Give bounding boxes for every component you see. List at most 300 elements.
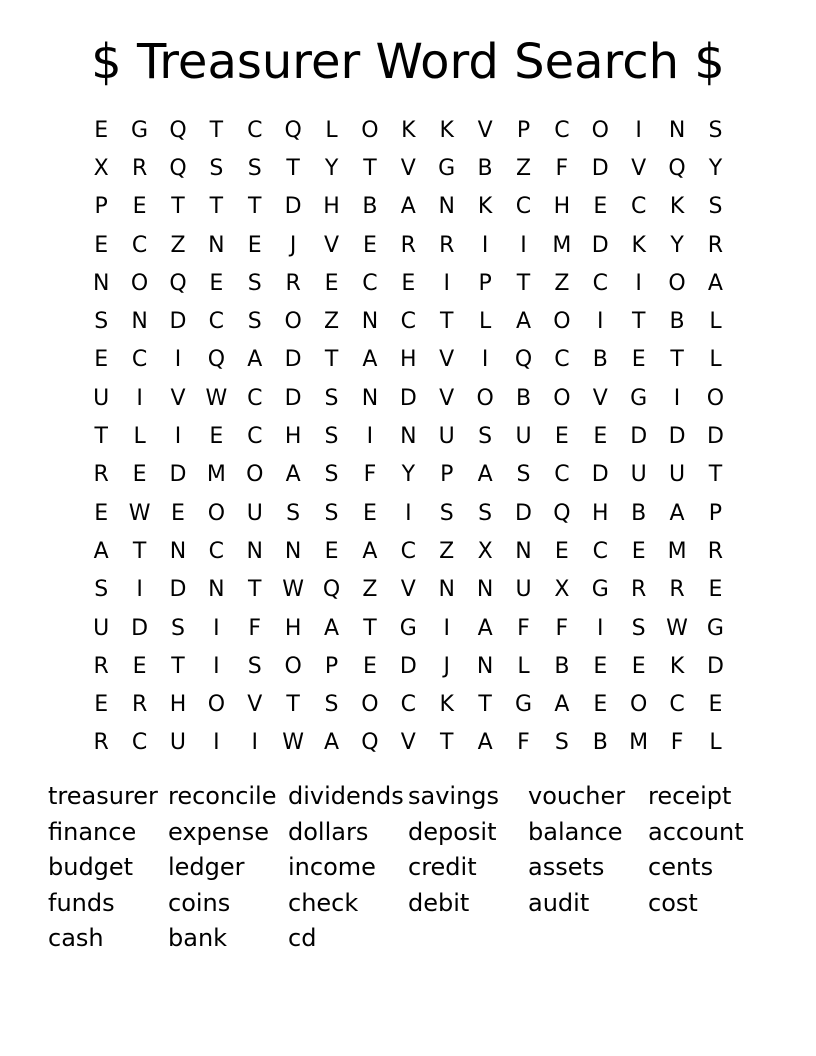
grid-letter[interactable]: C bbox=[247, 385, 263, 411]
grid-letter[interactable]: L bbox=[133, 424, 146, 450]
grid-letter[interactable]: D bbox=[706, 653, 724, 679]
grid-letter[interactable]: R bbox=[439, 232, 455, 258]
grid-letter[interactable]: T bbox=[708, 462, 723, 488]
word-list-item: ledger bbox=[168, 853, 245, 882]
grid-letter[interactable]: Q bbox=[169, 155, 187, 181]
grid-letter[interactable]: Z bbox=[170, 232, 186, 258]
word-list bbox=[48, 779, 768, 957]
grid-letter[interactable]: P bbox=[478, 270, 492, 296]
grid-letter[interactable]: Q bbox=[361, 730, 379, 756]
grid-letter[interactable]: I bbox=[520, 232, 527, 258]
grid-letter[interactable]: R bbox=[400, 232, 416, 258]
grid-letter[interactable]: S bbox=[708, 117, 723, 143]
grid-letter[interactable]: S bbox=[209, 155, 224, 181]
grid-letter[interactable]: B bbox=[515, 385, 532, 411]
grid-letter[interactable]: V bbox=[439, 347, 455, 373]
grid-letter[interactable]: I bbox=[174, 424, 182, 450]
grid-letter[interactable]: E bbox=[94, 347, 109, 373]
grid-letter[interactable]: H bbox=[323, 194, 340, 220]
grid-letter[interactable]: T bbox=[363, 155, 377, 181]
grid-letter[interactable]: W bbox=[282, 730, 305, 756]
grid-letter[interactable]: Y bbox=[670, 232, 684, 258]
grid-letter[interactable]: T bbox=[94, 424, 108, 450]
grid-letter[interactable]: V bbox=[400, 577, 416, 603]
grid-letter[interactable]: Q bbox=[284, 117, 302, 143]
grid-letter[interactable]: C bbox=[554, 347, 570, 373]
word-list-item: budget bbox=[48, 853, 134, 882]
grid-letter[interactable]: O bbox=[553, 385, 571, 411]
grid-letter[interactable]: Z bbox=[362, 577, 378, 603]
grid-letter[interactable]: I bbox=[481, 232, 489, 258]
grid-letter[interactable]: U bbox=[515, 424, 532, 450]
grid-letter[interactable]: A bbox=[477, 730, 493, 756]
grid-letter[interactable]: P bbox=[708, 500, 723, 526]
grid-letter[interactable]: I bbox=[213, 653, 220, 679]
grid-letter[interactable]: N bbox=[246, 538, 263, 564]
grid-letter[interactable]: S bbox=[247, 155, 262, 181]
grid-letter[interactable]: N bbox=[668, 117, 686, 143]
grid-letter[interactable]: S bbox=[170, 615, 185, 641]
grid-letter[interactable]: D bbox=[284, 347, 302, 373]
grid-letter[interactable]: T bbox=[286, 692, 300, 718]
grid-letter[interactable]: A bbox=[707, 270, 723, 296]
grid-letter[interactable]: B bbox=[477, 155, 493, 181]
grid-letter[interactable]: I bbox=[673, 385, 681, 411]
grid-letter[interactable]: T bbox=[171, 653, 185, 679]
grid-letter[interactable]: E bbox=[593, 194, 608, 220]
grid-letter[interactable]: D bbox=[399, 385, 417, 411]
grid-letter[interactable]: I bbox=[597, 309, 604, 335]
grid-letter[interactable]: D bbox=[591, 155, 609, 181]
grid-letter[interactable]: D bbox=[399, 653, 417, 679]
grid-letter[interactable]: Q bbox=[169, 117, 187, 143]
grid-letter[interactable]: N bbox=[400, 424, 417, 450]
grid-letter[interactable]: Y bbox=[324, 155, 339, 181]
grid-letter[interactable]: E bbox=[401, 270, 416, 296]
grid-letter[interactable]: N bbox=[476, 653, 494, 679]
grid-letter[interactable]: D bbox=[668, 424, 686, 450]
grid-letter[interactable]: C bbox=[400, 309, 416, 335]
grid-letter[interactable]: L bbox=[709, 309, 722, 335]
grid-letter[interactable]: D bbox=[591, 462, 609, 488]
grid-letter[interactable]: F bbox=[555, 155, 569, 181]
grid-letter[interactable]: N bbox=[361, 309, 379, 335]
grid-letter[interactable]: I bbox=[635, 117, 642, 143]
grid-letter[interactable]: D bbox=[515, 500, 532, 526]
grid-letter[interactable]: N bbox=[131, 309, 148, 335]
grid-letter[interactable]: F bbox=[517, 730, 530, 756]
grid-letter[interactable]: R bbox=[707, 232, 724, 258]
grid-letter[interactable]: W bbox=[205, 385, 228, 411]
grid-letter[interactable]: V bbox=[400, 155, 416, 181]
grid-letter[interactable]: U bbox=[246, 500, 263, 526]
grid-letter[interactable]: E bbox=[554, 538, 569, 564]
grid-letter[interactable]: V bbox=[477, 117, 493, 143]
grid-letter[interactable]: V bbox=[170, 385, 186, 411]
grid-letter[interactable]: D bbox=[591, 232, 609, 258]
grid-letter[interactable]: O bbox=[630, 692, 648, 718]
grid-letter[interactable]: O bbox=[553, 309, 571, 335]
grid-letter[interactable]: G bbox=[514, 692, 533, 718]
grid-letter[interactable]: H bbox=[592, 500, 609, 526]
grid-letter[interactable]: E bbox=[708, 577, 723, 603]
grid-letter[interactable]: E bbox=[593, 424, 608, 450]
grid-letter[interactable]: R bbox=[93, 462, 109, 488]
grid-letter[interactable]: E bbox=[593, 653, 608, 679]
grid-letter[interactable]: R bbox=[707, 538, 724, 564]
grid-letter[interactable]: T bbox=[286, 155, 300, 181]
grid-letter[interactable]: C bbox=[630, 194, 647, 220]
grid-letter[interactable]: Z bbox=[554, 270, 570, 296]
grid-letter[interactable]: T bbox=[439, 309, 454, 335]
grid-letter[interactable]: C bbox=[554, 462, 570, 488]
grid-letter[interactable]: A bbox=[477, 462, 493, 488]
grid-letter[interactable]: V bbox=[324, 232, 340, 258]
grid-letter[interactable]: L bbox=[709, 730, 722, 756]
grid-letter[interactable]: I bbox=[635, 270, 642, 296]
grid-letter[interactable]: S bbox=[631, 615, 646, 641]
grid-letter[interactable]: N bbox=[92, 270, 110, 296]
grid-letter[interactable]: C bbox=[592, 538, 608, 564]
grid-letter[interactable]: C bbox=[400, 538, 416, 564]
grid-letter[interactable]: E bbox=[171, 500, 185, 526]
grid-letter[interactable]: N bbox=[169, 538, 187, 564]
grid-letter[interactable]: L bbox=[709, 347, 722, 373]
grid-letter[interactable]: E bbox=[708, 692, 723, 718]
grid-letter[interactable]: I bbox=[213, 730, 220, 756]
grid-letter[interactable]: U bbox=[630, 462, 647, 488]
grid-letter[interactable]: U bbox=[515, 577, 532, 603]
grid-letter[interactable]: M bbox=[206, 462, 226, 488]
grid-letter[interactable]: R bbox=[285, 270, 301, 296]
grid-letter[interactable]: S bbox=[286, 500, 301, 526]
grid-letter[interactable]: O bbox=[476, 385, 494, 411]
grid-letter[interactable]: H bbox=[284, 424, 302, 450]
word-list-item: dividends bbox=[288, 782, 404, 810]
grid-letter[interactable]: D bbox=[630, 424, 648, 450]
grid-letter[interactable]: N bbox=[208, 232, 225, 258]
grid-letter[interactable]: E bbox=[554, 424, 569, 450]
grid-letter[interactable]: I bbox=[213, 615, 220, 641]
grid-letter[interactable]: A bbox=[93, 538, 109, 564]
grid-letter[interactable]: C bbox=[400, 692, 416, 718]
grid-letter[interactable]: C bbox=[554, 117, 570, 143]
grid-letter[interactable]: C bbox=[131, 730, 148, 756]
grid-letter[interactable]: T bbox=[439, 730, 454, 756]
grid-letter[interactable]: K bbox=[669, 653, 685, 679]
grid-letter[interactable]: E bbox=[362, 500, 377, 526]
grid-letter[interactable]: Z bbox=[439, 538, 455, 564]
grid-letter[interactable]: Q bbox=[169, 270, 187, 296]
grid-letter[interactable]: O bbox=[361, 117, 379, 143]
word-list-item: treasurer bbox=[48, 782, 158, 810]
grid-letter[interactable]: E bbox=[132, 653, 147, 679]
grid-letter[interactable]: E bbox=[362, 653, 377, 679]
grid-letter[interactable]: N bbox=[361, 385, 379, 411]
grid-letter[interactable]: A bbox=[247, 347, 263, 373]
grid-letter[interactable]: U bbox=[438, 424, 455, 450]
grid-letter[interactable]: E bbox=[94, 500, 109, 526]
grid-letter[interactable]: T bbox=[248, 194, 262, 220]
grid-letter[interactable]: J bbox=[443, 653, 450, 679]
grid-letter[interactable]: Q bbox=[514, 347, 533, 373]
grid-letter[interactable]: L bbox=[325, 117, 338, 143]
grid-letter[interactable]: S bbox=[478, 424, 493, 450]
grid-letter[interactable]: A bbox=[477, 615, 493, 641]
grid-letter[interactable]: B bbox=[362, 194, 378, 220]
grid-letter[interactable]: Y bbox=[708, 155, 723, 181]
grid-letter[interactable]: D bbox=[169, 309, 187, 335]
grid-letter[interactable]: R bbox=[669, 577, 685, 603]
grid-letter[interactable]: C bbox=[131, 232, 148, 258]
grid-letter[interactable]: X bbox=[554, 577, 570, 603]
grid-letter[interactable]: N bbox=[208, 577, 225, 603]
grid-letter[interactable]: N bbox=[438, 194, 455, 220]
grid-letter[interactable]: I bbox=[481, 347, 489, 373]
grid-letter[interactable]: B bbox=[592, 730, 608, 756]
grid-letter[interactable]: A bbox=[362, 538, 378, 564]
grid-letter[interactable]: T bbox=[478, 692, 492, 718]
grid-letter[interactable]: H bbox=[284, 615, 302, 641]
grid-letter[interactable]: P bbox=[94, 194, 108, 220]
grid-letter[interactable]: I bbox=[251, 730, 258, 756]
grid-letter[interactable]: H bbox=[169, 692, 187, 718]
grid-letter[interactable]: P bbox=[440, 462, 454, 488]
grid-letter[interactable]: T bbox=[363, 615, 377, 641]
grid-letter[interactable]: M bbox=[552, 232, 572, 258]
grid-letter[interactable]: W bbox=[282, 577, 305, 603]
grid-letter[interactable]: S bbox=[554, 730, 569, 756]
grid-letter[interactable]: J bbox=[289, 232, 297, 258]
grid-letter[interactable]: S bbox=[94, 577, 109, 603]
grid-letter[interactable]: A bbox=[669, 500, 685, 526]
grid-letter[interactable]: T bbox=[670, 347, 684, 373]
grid-letter[interactable]: S bbox=[247, 270, 262, 296]
grid-letter[interactable]: S bbox=[247, 653, 262, 679]
grid-letter[interactable]: Z bbox=[515, 155, 532, 181]
grid-letter[interactable]: K bbox=[477, 194, 493, 220]
grid-letter[interactable]: K bbox=[401, 117, 416, 143]
grid-letter[interactable]: U bbox=[669, 462, 686, 488]
grid-letter[interactable]: O bbox=[246, 462, 264, 488]
grid-letter[interactable]: F bbox=[363, 462, 377, 488]
grid-letter[interactable]: F bbox=[248, 615, 262, 641]
grid-letter[interactable]: T bbox=[132, 538, 147, 564]
grid-letter[interactable]: T bbox=[209, 194, 224, 220]
grid-letter[interactable]: X bbox=[477, 538, 493, 564]
grid-letter[interactable]: E bbox=[631, 653, 646, 679]
grid-letter[interactable]: T bbox=[209, 117, 224, 143]
grid-letter[interactable]: E bbox=[94, 692, 109, 718]
grid-letter[interactable]: O bbox=[207, 692, 226, 718]
grid-letter[interactable]: C bbox=[247, 117, 263, 143]
grid-letter[interactable]: D bbox=[169, 462, 187, 488]
grid-letter[interactable]: R bbox=[93, 730, 109, 756]
grid-letter[interactable]: D bbox=[131, 615, 149, 641]
grid-letter[interactable]: C bbox=[362, 270, 378, 296]
grid-letter[interactable]: O bbox=[130, 270, 149, 296]
grid-letter[interactable]: E bbox=[631, 538, 646, 564]
grid-letter[interactable]: I bbox=[597, 615, 604, 641]
grid-letter[interactable]: P bbox=[516, 117, 531, 143]
grid-letter[interactable]: D bbox=[706, 424, 724, 450]
grid-letter[interactable]: Q bbox=[322, 577, 341, 603]
grid-letter[interactable]: C bbox=[592, 270, 608, 296]
grid-letter[interactable]: O bbox=[361, 692, 379, 718]
grid-letter[interactable]: S bbox=[324, 424, 339, 450]
grid-letter[interactable]: C bbox=[208, 309, 225, 335]
grid-letter[interactable]: K bbox=[669, 194, 685, 220]
grid-letter[interactable]: S bbox=[708, 194, 723, 220]
grid-letter[interactable]: T bbox=[631, 309, 646, 335]
grid-letter[interactable]: D bbox=[284, 385, 302, 411]
grid-letter[interactable]: O bbox=[706, 385, 725, 411]
grid-letter[interactable]: O bbox=[284, 309, 302, 335]
grid-letter[interactable]: Q bbox=[668, 155, 686, 181]
grid-letter[interactable]: D bbox=[284, 194, 302, 220]
grid-letter[interactable]: S bbox=[324, 462, 339, 488]
grid-letter[interactable]: B bbox=[631, 500, 647, 526]
grid-letter[interactable]: E bbox=[132, 194, 147, 220]
grid-letter[interactable]: A bbox=[515, 309, 532, 335]
grid-letter[interactable]: E bbox=[132, 462, 147, 488]
grid-letter[interactable]: E bbox=[247, 232, 262, 258]
grid-letter[interactable]: L bbox=[517, 653, 530, 679]
grid-letter[interactable]: E bbox=[324, 538, 339, 564]
grid-letter[interactable]: N bbox=[438, 577, 455, 603]
grid-letter[interactable]: B bbox=[592, 347, 608, 373]
grid-letter[interactable]: H bbox=[553, 194, 571, 220]
grid-letter[interactable]: A bbox=[285, 462, 301, 488]
grid-letter[interactable]: E bbox=[94, 232, 109, 258]
grid-letter[interactable]: C bbox=[669, 692, 685, 718]
grid-letter[interactable]: K bbox=[439, 692, 454, 718]
grid-letter[interactable]: C bbox=[247, 424, 263, 450]
grid-letter[interactable]: R bbox=[131, 692, 148, 718]
grid-letter[interactable]: I bbox=[443, 270, 450, 296]
grid-letter[interactable]: N bbox=[284, 538, 302, 564]
word-list-item: debit bbox=[408, 888, 470, 917]
grid-letter[interactable]: Q bbox=[207, 347, 226, 373]
grid-letter[interactable]: S bbox=[94, 309, 109, 335]
grid-letter[interactable]: I bbox=[366, 424, 374, 450]
grid-letter[interactable]: F bbox=[517, 615, 530, 641]
grid-letter[interactable]: E bbox=[593, 692, 608, 718]
word-list-item: account bbox=[648, 817, 744, 846]
grid-letter[interactable]: O bbox=[207, 500, 226, 526]
grid-letter[interactable]: E bbox=[631, 347, 646, 373]
grid-letter[interactable]: W bbox=[128, 500, 151, 526]
grid-letter[interactable]: P bbox=[324, 653, 339, 679]
grid-letter[interactable]: S bbox=[247, 309, 262, 335]
grid-letter[interactable]: Z bbox=[324, 309, 340, 335]
grid-letter[interactable]: V bbox=[631, 155, 647, 181]
grid-letter[interactable]: O bbox=[284, 653, 302, 679]
grid-letter[interactable]: U bbox=[93, 385, 110, 411]
grid-letter[interactable]: M bbox=[629, 730, 649, 756]
grid-letter[interactable]: S bbox=[478, 500, 493, 526]
grid-letter[interactable]: T bbox=[248, 577, 262, 603]
grid-letter[interactable]: G bbox=[399, 615, 417, 641]
grid-letter[interactable]: D bbox=[169, 577, 187, 603]
grid-letter[interactable]: V bbox=[400, 730, 416, 756]
grid-letter[interactable]: G bbox=[438, 155, 456, 181]
word-list-item: expense bbox=[168, 817, 270, 846]
grid-letter[interactable]: G bbox=[131, 117, 149, 143]
grid-letter[interactable]: E bbox=[324, 270, 339, 296]
grid-letter[interactable]: K bbox=[631, 232, 646, 258]
grid-letter[interactable]: I bbox=[174, 347, 182, 373]
grid-letter[interactable]: A bbox=[362, 347, 378, 373]
grid-letter[interactable]: G bbox=[630, 385, 648, 411]
grid-letter[interactable]: L bbox=[478, 309, 492, 335]
grid-letter[interactable]: R bbox=[93, 653, 109, 679]
grid-letter[interactable]: Q bbox=[553, 500, 571, 526]
grid-letter[interactable]: O bbox=[591, 117, 609, 143]
grid-letter[interactable]: N bbox=[476, 577, 494, 603]
grid-letter[interactable]: N bbox=[515, 538, 532, 564]
grid-letter[interactable]: G bbox=[591, 577, 609, 603]
grid-letter[interactable]: H bbox=[400, 347, 417, 373]
grid-letter[interactable]: Y bbox=[401, 462, 416, 488]
grid-letter[interactable]: I bbox=[405, 500, 412, 526]
grid-letter[interactable]: K bbox=[439, 117, 454, 143]
grid-letter[interactable]: E bbox=[362, 232, 377, 258]
grid-letter[interactable]: G bbox=[706, 615, 724, 641]
page-title: $ Treasurer Word Search $ bbox=[91, 34, 725, 90]
grid-letter[interactable]: X bbox=[93, 155, 109, 181]
grid-letter[interactable]: F bbox=[555, 615, 569, 641]
grid-letter[interactable]: S bbox=[324, 500, 339, 526]
grid-letter[interactable]: I bbox=[443, 615, 450, 641]
grid-letter[interactable]: S bbox=[439, 500, 454, 526]
grid-letter[interactable]: T bbox=[324, 347, 339, 373]
grid-letter[interactable]: R bbox=[131, 155, 148, 181]
grid-letter[interactable]: B bbox=[554, 653, 570, 679]
grid-letter[interactable]: S bbox=[516, 462, 531, 488]
grid-letter[interactable]: E bbox=[209, 424, 224, 450]
grid-letter[interactable]: I bbox=[136, 577, 143, 603]
grid-letter[interactable]: M bbox=[667, 538, 687, 564]
grid-letter[interactable]: E bbox=[94, 117, 109, 143]
grid-letter[interactable]: O bbox=[668, 270, 686, 296]
grid-letter[interactable]: V bbox=[439, 385, 455, 411]
grid-letter[interactable]: T bbox=[516, 270, 531, 296]
grid-letter[interactable]: C bbox=[131, 347, 148, 373]
grid-letter[interactable]: U bbox=[93, 615, 110, 641]
grid-letter[interactable]: S bbox=[324, 385, 339, 411]
grid-letter[interactable]: E bbox=[209, 270, 224, 296]
grid-letter[interactable]: C bbox=[515, 194, 532, 220]
grid-letter[interactable]: S bbox=[324, 692, 339, 718]
grid-letter[interactable]: W bbox=[666, 615, 688, 641]
grid-letter[interactable]: T bbox=[171, 194, 185, 220]
word-list-item: assets bbox=[528, 853, 605, 882]
grid-letter[interactable]: U bbox=[169, 730, 187, 756]
grid-letter[interactable]: C bbox=[208, 538, 225, 564]
word-list-item: savings bbox=[408, 782, 500, 810]
grid-letter[interactable]: A bbox=[554, 692, 570, 718]
grid-letter[interactable]: V bbox=[592, 385, 608, 411]
grid-letter[interactable]: A bbox=[324, 730, 340, 756]
grid-letter[interactable]: B bbox=[669, 309, 685, 335]
grid-letter[interactable]: I bbox=[136, 385, 143, 411]
grid-letter[interactable]: F bbox=[670, 730, 684, 756]
grid-letter[interactable]: V bbox=[247, 692, 263, 718]
grid-letter[interactable]: R bbox=[631, 577, 647, 603]
grid-letter[interactable]: A bbox=[400, 194, 416, 220]
grid-letter[interactable]: A bbox=[324, 615, 340, 641]
